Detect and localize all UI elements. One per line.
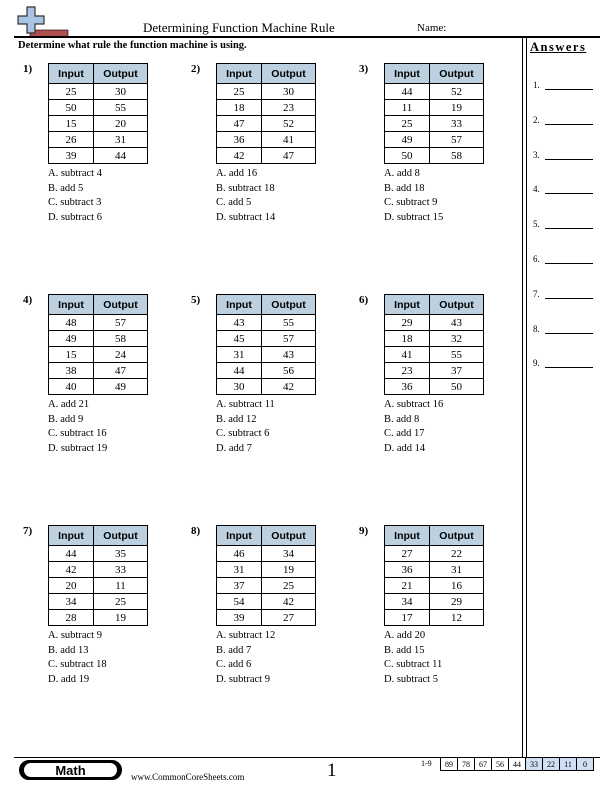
answer-number: 6.: [533, 254, 540, 264]
header-divider: [14, 36, 600, 38]
output-cell: 43: [430, 315, 484, 331]
output-cell: 52: [430, 84, 484, 100]
table-row: [385, 315, 484, 331]
answer-line[interactable]: [533, 150, 540, 160]
table-row: [49, 100, 148, 116]
output-cell: 25: [262, 578, 316, 594]
input-cell: 38: [49, 363, 94, 379]
output-cell: 42: [262, 594, 316, 610]
output-cell: 30: [262, 84, 316, 100]
table-row: [385, 562, 484, 578]
answer-blank[interactable]: [545, 89, 593, 90]
input-cell: 25: [385, 116, 430, 132]
function-table: [216, 294, 316, 395]
table-row: [49, 132, 148, 148]
answer-option: B. add 18: [384, 182, 425, 194]
input-cell: 50: [385, 148, 430, 164]
problem-number: 7): [23, 525, 33, 537]
output-cell: 43: [262, 347, 316, 363]
input-cell: 42: [49, 562, 94, 578]
answer-option: D. subtract 19: [48, 442, 108, 454]
answer-option: C. add 6: [216, 659, 252, 670]
answer-options: [48, 398, 107, 456]
answer-number: 5.: [533, 219, 540, 230]
output-header: Output: [94, 295, 148, 315]
input-cell: 39: [217, 610, 262, 626]
table-row: [217, 132, 316, 148]
problem-number: 5): [191, 294, 201, 306]
answer-options: [216, 398, 275, 456]
table-row: [49, 578, 148, 594]
name-label: Name:: [417, 22, 447, 34]
input-cell: 15: [49, 347, 94, 363]
answer-option: D. subtract 6: [48, 211, 102, 223]
table-row: [217, 84, 316, 100]
table-row: [385, 363, 484, 379]
output-header: Output: [94, 526, 148, 546]
input-cell: 47: [217, 116, 262, 132]
table-row: [385, 331, 484, 347]
score-cell: 78: [458, 758, 475, 771]
function-table: [384, 525, 484, 626]
input-header: Input: [385, 295, 430, 315]
table-row: [385, 84, 484, 100]
answers-title: Answers: [530, 40, 587, 54]
output-header: Output: [262, 526, 316, 546]
table-row: [217, 610, 316, 626]
answer-line[interactable]: [533, 115, 540, 125]
output-header: Output: [430, 526, 484, 546]
output-header: Output: [262, 295, 316, 315]
input-cell: 28: [49, 610, 94, 626]
table-row: [49, 546, 148, 562]
table-row: [217, 562, 316, 578]
answer-options: [216, 629, 275, 687]
score-cell: 44: [509, 758, 526, 771]
output-cell: 55: [262, 315, 316, 331]
subject-badge-label: Math: [24, 763, 117, 777]
problem-number: 6): [359, 294, 369, 306]
input-cell: 36: [385, 562, 430, 578]
table-row: [49, 594, 148, 610]
input-cell: 27: [385, 546, 430, 562]
page-number: 1: [327, 760, 337, 781]
output-cell: 22: [430, 546, 484, 562]
input-cell: 29: [385, 315, 430, 331]
table-row: [385, 347, 484, 363]
score-cell: 22: [543, 758, 560, 771]
answer-option: A. subtract 9: [48, 630, 102, 641]
answer-blank[interactable]: [545, 124, 593, 125]
output-cell: 33: [430, 116, 484, 132]
input-cell: 36: [217, 132, 262, 148]
input-cell: 25: [217, 84, 262, 100]
input-cell: 54: [217, 594, 262, 610]
table-row: [217, 347, 316, 363]
function-table: [384, 63, 484, 164]
table-row: [385, 578, 484, 594]
output-cell: 52: [262, 116, 316, 132]
answer-option: C. subtract 16: [48, 428, 107, 439]
answer-option: B. subtract 18: [216, 182, 275, 194]
input-cell: 36: [385, 379, 430, 395]
answer-option: C. add 5: [216, 197, 252, 208]
problem-number: 2): [191, 63, 201, 75]
output-header: Output: [94, 64, 148, 84]
input-header: Input: [217, 526, 262, 546]
answer-number: 3.: [533, 149, 540, 160]
answer-blank[interactable]: [545, 193, 593, 194]
answer-option: B. add 9: [48, 413, 84, 425]
site-url: www.CommonCoreSheets.com: [131, 772, 245, 782]
output-cell: 20: [94, 116, 148, 132]
table-row: [385, 610, 484, 626]
answer-option: C. subtract 6: [216, 428, 270, 439]
score-table: [440, 757, 594, 771]
table-row: [385, 132, 484, 148]
answer-option: B. add 8: [384, 413, 420, 425]
input-cell: 26: [49, 132, 94, 148]
answer-number: 4.: [533, 184, 540, 195]
problem: [23, 63, 191, 233]
answer-line[interactable]: [533, 80, 540, 90]
input-cell: 42: [217, 148, 262, 164]
answer-option: A. add 16: [216, 168, 258, 179]
score-cell: 33: [526, 758, 543, 771]
answer-blank[interactable]: [545, 333, 593, 334]
answer-line[interactable]: [533, 219, 540, 229]
input-cell: 43: [217, 315, 262, 331]
input-cell: 45: [217, 331, 262, 347]
input-cell: 49: [385, 132, 430, 148]
answer-option: D. add 7: [216, 442, 252, 454]
problem: [191, 525, 359, 695]
input-cell: 44: [49, 546, 94, 562]
problem-number: 4): [23, 294, 33, 306]
output-header: Output: [430, 64, 484, 84]
table-row: [217, 116, 316, 132]
input-cell: 31: [217, 562, 262, 578]
score-cell: 67: [475, 758, 492, 771]
answer-option: C. subtract 11: [384, 659, 443, 670]
input-cell: 31: [217, 347, 262, 363]
problem: [23, 525, 191, 695]
answer-option: A. subtract 16: [384, 399, 444, 410]
function-table: [48, 525, 148, 626]
problem-number: 8): [191, 525, 201, 537]
output-cell: 23: [262, 100, 316, 116]
output-cell: 44: [94, 148, 148, 164]
answer-option: D. subtract 14: [216, 211, 276, 223]
input-cell: 48: [49, 315, 94, 331]
input-cell: 23: [385, 363, 430, 379]
answer-option: A. subtract 12: [216, 630, 276, 641]
output-cell: 57: [262, 331, 316, 347]
function-table: [216, 525, 316, 626]
input-cell: 30: [217, 379, 262, 395]
function-table: [216, 63, 316, 164]
answer-options: [384, 629, 442, 687]
output-cell: 49: [94, 379, 148, 395]
answer-number: 7.: [533, 288, 540, 299]
output-cell: 16: [430, 578, 484, 594]
output-cell: 12: [430, 610, 484, 626]
table-row: [385, 594, 484, 610]
function-table: [48, 294, 148, 395]
input-cell: 25: [49, 84, 94, 100]
table-row: [217, 100, 316, 116]
answer-option: C. subtract 3: [48, 197, 102, 208]
answer-option: B. add 15: [384, 644, 425, 656]
output-cell: 19: [262, 562, 316, 578]
output-cell: 35: [94, 546, 148, 562]
subject-badge: [19, 760, 122, 780]
answer-options: [384, 167, 443, 225]
function-table: [384, 294, 484, 395]
output-cell: 42: [262, 379, 316, 395]
answer-option: C. add 17: [384, 428, 425, 439]
answer-options: [48, 167, 102, 225]
input-header: Input: [217, 295, 262, 315]
answer-line[interactable]: [533, 184, 540, 194]
input-cell: 11: [385, 100, 430, 116]
answer-option: D. subtract 9: [216, 673, 270, 685]
table-row: [217, 594, 316, 610]
answer-option: A. add 21: [48, 399, 90, 410]
output-header: Output: [262, 64, 316, 84]
output-cell: 41: [262, 132, 316, 148]
input-header: Input: [385, 526, 430, 546]
input-cell: 41: [385, 347, 430, 363]
score-cell: 0: [577, 758, 594, 771]
problem-number: 1): [23, 63, 33, 75]
table-row: [385, 100, 484, 116]
output-cell: 24: [94, 347, 148, 363]
problem: [23, 294, 191, 464]
answer-option: D. subtract 5: [384, 673, 438, 685]
input-cell: 15: [49, 116, 94, 132]
output-cell: 34: [262, 546, 316, 562]
answer-option: A. subtract 4: [48, 168, 102, 179]
input-cell: 46: [217, 546, 262, 562]
input-cell: 49: [49, 331, 94, 347]
input-cell: 44: [217, 363, 262, 379]
answer-option: D. add 14: [384, 442, 426, 454]
input-header: Input: [385, 64, 430, 84]
input-cell: 40: [49, 379, 94, 395]
logo-icon: [16, 6, 70, 38]
answer-number: 2.: [533, 114, 540, 125]
answer-blank[interactable]: [545, 367, 593, 368]
input-header: Input: [217, 64, 262, 84]
input-cell: 21: [385, 578, 430, 594]
answer-option: A. add 20: [384, 630, 426, 641]
input-cell: 17: [385, 610, 430, 626]
instructions: Determine what rule the function machine is using.: [18, 40, 247, 51]
input-header: Input: [49, 526, 94, 546]
answer-options: [216, 167, 275, 225]
problem: [359, 294, 527, 464]
table-row: [217, 315, 316, 331]
score-cell: 89: [441, 758, 458, 771]
answer-line[interactable]: [533, 358, 540, 368]
answer-blank[interactable]: [545, 298, 593, 299]
input-header: Input: [49, 295, 94, 315]
table-row: [49, 116, 148, 132]
table-row: [49, 347, 148, 363]
problem: [191, 63, 359, 233]
answer-number: 9.: [533, 358, 540, 369]
table-row: [217, 148, 316, 164]
table-row: [217, 546, 316, 562]
answer-option: B. add 12: [216, 413, 257, 425]
score-range-label: 1-9: [421, 759, 432, 768]
output-cell: 57: [94, 315, 148, 331]
input-cell: 34: [385, 594, 430, 610]
table-row: [49, 379, 148, 395]
table-row: [385, 379, 484, 395]
table-row: [385, 116, 484, 132]
input-cell: 39: [49, 148, 94, 164]
output-cell: 37: [430, 363, 484, 379]
output-cell: 33: [94, 562, 148, 578]
table-row: [49, 562, 148, 578]
output-cell: 47: [262, 148, 316, 164]
table-row: [385, 546, 484, 562]
answer-options: [384, 398, 443, 456]
table-row: [49, 315, 148, 331]
table-row: [49, 84, 148, 100]
function-table: [48, 63, 148, 164]
output-cell: 11: [94, 578, 148, 594]
answer-line[interactable]: [533, 324, 540, 334]
answer-blank[interactable]: [545, 159, 593, 160]
answer-blank[interactable]: [545, 228, 593, 229]
table-row: [49, 148, 148, 164]
answer-line[interactable]: [533, 254, 540, 264]
output-cell: 32: [430, 331, 484, 347]
answer-number: 1.: [533, 80, 540, 90]
input-cell: 37: [217, 578, 262, 594]
input-cell: 18: [385, 331, 430, 347]
input-cell: 50: [49, 100, 94, 116]
problem-number: 9): [359, 525, 369, 537]
table-row: [217, 363, 316, 379]
table-row: [217, 379, 316, 395]
output-cell: 47: [94, 363, 148, 379]
output-cell: 27: [262, 610, 316, 626]
answer-option: C. subtract 9: [384, 197, 438, 208]
table-row: [217, 331, 316, 347]
problem: [359, 525, 527, 695]
problem: [191, 294, 359, 464]
output-cell: 19: [94, 610, 148, 626]
input-cell: 44: [385, 84, 430, 100]
page-title: Determining Function Machine Rule: [143, 20, 335, 35]
output-header: Output: [430, 295, 484, 315]
problem-number: 3): [359, 63, 369, 75]
input-cell: 18: [217, 100, 262, 116]
problem: [359, 63, 527, 233]
score-cell: 56: [492, 758, 509, 771]
answer-option: D. add 19: [48, 673, 90, 685]
answer-option: B. add 7: [216, 644, 252, 656]
output-cell: 25: [94, 594, 148, 610]
answer-options: [48, 629, 107, 687]
output-cell: 19: [430, 100, 484, 116]
answer-option: B. add 13: [48, 644, 89, 656]
table-row: [49, 610, 148, 626]
answer-option: C. subtract 18: [48, 659, 107, 670]
output-cell: 55: [94, 100, 148, 116]
answer-option: A. add 8: [384, 168, 420, 179]
answer-number: 8.: [533, 323, 540, 334]
table-row: [217, 578, 316, 594]
table-row: [385, 148, 484, 164]
output-cell: 31: [94, 132, 148, 148]
output-cell: 29: [430, 594, 484, 610]
answer-line[interactable]: [533, 289, 540, 299]
input-cell: 20: [49, 578, 94, 594]
answer-option: B. add 5: [48, 182, 84, 194]
answer-option: A. subtract 11: [216, 399, 275, 410]
output-cell: 57: [430, 132, 484, 148]
table-row: [49, 363, 148, 379]
table-row: [49, 331, 148, 347]
input-header: Input: [49, 64, 94, 84]
input-cell: 34: [49, 594, 94, 610]
score-cell: 11: [560, 758, 577, 771]
output-cell: 50: [430, 379, 484, 395]
output-cell: 31: [430, 562, 484, 578]
output-cell: 55: [430, 347, 484, 363]
output-cell: 30: [94, 84, 148, 100]
output-cell: 56: [262, 363, 316, 379]
answer-option: D. subtract 15: [384, 211, 444, 223]
answer-blank[interactable]: [545, 263, 593, 264]
output-cell: 58: [94, 331, 148, 347]
output-cell: 58: [430, 148, 484, 164]
